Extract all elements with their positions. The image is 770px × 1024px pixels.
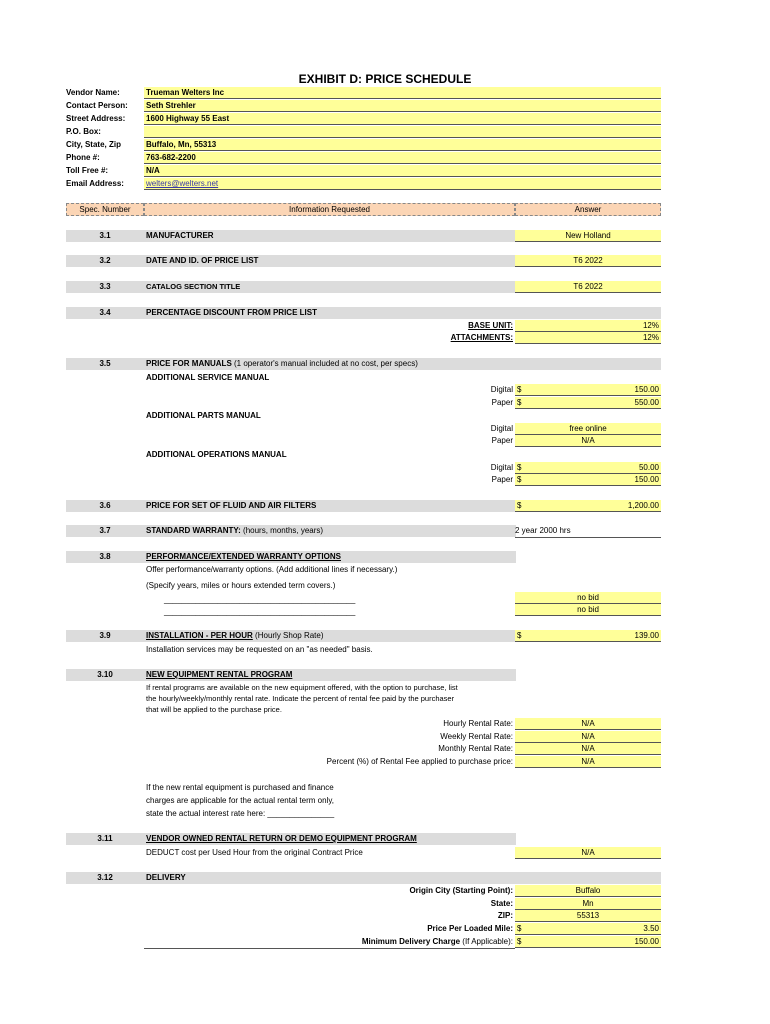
vendor-name-label: Vendor Name: — [66, 88, 120, 97]
state-label: State: — [490, 899, 513, 908]
street-address-field[interactable]: 1600 Highway 55 East — [144, 113, 661, 125]
warranty-label: STANDARD WARRANTY: — [146, 526, 241, 535]
price-per-mile-label: Price Per Loaded Mile: — [427, 924, 513, 933]
weekly-rate-answer[interactable]: N/A — [515, 731, 661, 743]
city-state-zip-field[interactable]: Buffalo, Mn, 55313 — [144, 139, 661, 151]
min-delivery-heading — [240, 936, 513, 948]
manufacturer-label: MANUFACTURER — [146, 231, 214, 240]
installation-note: (Hourly Shop Rate) — [255, 631, 324, 640]
spec-number: 3.3 — [99, 282, 111, 291]
email-link[interactable]: welters@welters.net — [146, 179, 219, 188]
price-list-label: DATE AND ID. OF PRICE LIST — [146, 256, 259, 265]
installation-label: INSTALLATION - PER HOUR — [146, 631, 253, 640]
extended-warranty-label: PERFORMANCE/EXTENDED WARRANTY OPTIONS — [146, 552, 341, 561]
po-box-field[interactable] — [144, 126, 661, 138]
origin-city-answer[interactable]: Buffalo — [515, 885, 661, 897]
warranty-heading — [146, 525, 323, 537]
spec-number-header: Spec. Number — [66, 203, 144, 216]
information-requested-header: Information Requested — [144, 203, 515, 216]
toll-free-field[interactable]: N/A — [144, 165, 661, 177]
warranty-option-answer[interactable]: no bid — [515, 592, 661, 604]
warranty-options-text: Offer performance/warranty options. (Add additional lines if necessary.) — [146, 565, 398, 574]
zip-label: ZIP: — [497, 911, 513, 920]
amount: 3.50 — [643, 924, 659, 933]
contact-person-field[interactable]: Seth Strehler — [144, 100, 661, 112]
amount: 150.00 — [634, 385, 659, 394]
service-digital-price[interactable] — [515, 384, 661, 396]
amount: 139.00 — [634, 631, 659, 640]
price-list-answer[interactable]: T6 2022 — [515, 255, 661, 267]
parts-manual-label: ADDITIONAL PARTS MANUAL — [146, 411, 261, 420]
city-state-zip-label: City, State, Zip — [66, 140, 121, 149]
manufacturer-answer[interactable]: New Holland — [515, 230, 661, 242]
bottom-rule — [144, 948, 515, 949]
discount-label: PERCENTAGE DISCOUNT FROM PRICE LIST — [146, 308, 317, 317]
answer-header: Answer — [515, 203, 661, 216]
attachments-label: ATTACHMENTS: — [450, 333, 513, 342]
manuals-label: PRICE FOR MANUALS — [146, 359, 232, 368]
warranty-note: (hours, months, years) — [243, 526, 324, 535]
percent-applied-answer[interactable]: N/A — [515, 756, 661, 768]
catalog-section-label: CATALOG SECTION TITLE — [146, 282, 241, 291]
currency-symbol: $ — [517, 501, 522, 510]
rental-program-text: If rental programs are available on the new equipment offered, with the option to purchase, list — [146, 683, 458, 692]
spec-number: 3.4 — [99, 308, 111, 317]
currency-symbol: $ — [517, 385, 522, 394]
demo-program-text: DEDUCT cost per Used Hour from the original Contract Price — [146, 848, 363, 857]
ops-paper-label: Paper — [491, 475, 513, 484]
delivery-label: DELIVERY — [146, 873, 186, 882]
base-unit-label: BASE UNIT: — [468, 321, 513, 330]
price-per-mile-answer[interactable] — [515, 923, 661, 935]
vendor-name-field[interactable]: Trueman Welters Inc — [144, 87, 661, 99]
hourly-rate-label: Hourly Rental Rate: — [443, 719, 513, 728]
parts-digital-price[interactable]: free online — [515, 423, 661, 435]
service-paper-label: Paper — [491, 398, 513, 407]
demo-program-answer[interactable]: N/A — [515, 847, 661, 859]
parts-digital-label: Digital — [490, 424, 513, 433]
parts-paper-price[interactable]: N/A — [515, 435, 661, 447]
spec-number: 3.12 — [97, 873, 113, 882]
contact-person-label: Contact Person: — [66, 101, 128, 110]
spec-number: 3.2 — [99, 256, 111, 265]
rental-program-text: that will be applied to the purchase price. — [146, 705, 282, 714]
warranty-term-text: (Specify years, miles or hours extended term covers.) — [146, 581, 336, 590]
amount: 150.00 — [634, 475, 659, 484]
warranty-blank-line[interactable]: ___________________________________________ — [164, 607, 356, 616]
phone-label: Phone #: — [66, 153, 100, 162]
spec-number: 3.6 — [99, 501, 111, 510]
monthly-rate-label: Monthly Rental Rate: — [438, 744, 513, 753]
base-unit-discount[interactable]: 12% — [515, 320, 661, 332]
warranty-answer[interactable]: 2 year 2000 hrs — [515, 525, 661, 538]
currency-symbol: $ — [517, 475, 522, 484]
installation-heading — [146, 630, 324, 642]
operations-manual-label: ADDITIONAL OPERATIONS MANUAL — [146, 450, 287, 459]
amount: 1,200.00 — [627, 501, 659, 510]
zip-answer[interactable]: 55313 — [515, 910, 661, 922]
service-digital-label: Digital — [490, 385, 513, 394]
ops-paper-price[interactable] — [515, 474, 661, 486]
monthly-rate-answer[interactable]: N/A — [515, 743, 661, 755]
spec-number: 3.7 — [99, 526, 111, 535]
hourly-rate-answer[interactable]: N/A — [515, 718, 661, 730]
rental-program-text: the hourly/weekly/monthly rental rate. Indicate the percent of rental fee paid by the purchaser — [146, 694, 455, 703]
email-label: Email Address: — [66, 179, 124, 188]
ops-digital-label: Digital — [490, 463, 513, 472]
min-delivery-answer[interactable] — [515, 936, 661, 948]
interest-rate-field[interactable]: state the actual interest rate here: _______________ — [146, 809, 335, 818]
service-manual-label: ADDITIONAL SERVICE MANUAL — [146, 373, 270, 382]
amount: 150.00 — [634, 937, 659, 946]
currency-symbol: $ — [517, 631, 522, 640]
spec-number: 3.5 — [99, 359, 111, 368]
service-paper-price[interactable] — [515, 397, 661, 409]
origin-city-label: Origin City (Starting Point): — [409, 886, 513, 895]
amount: 50.00 — [638, 463, 659, 472]
warranty-blank-line[interactable]: ___________________________________________ — [164, 595, 356, 604]
phone-field[interactable]: 763-682-2200 — [144, 152, 661, 164]
street-address-label: Street Address: — [66, 114, 126, 123]
state-answer[interactable]: Mn — [515, 898, 661, 910]
currency-symbol: $ — [517, 937, 522, 946]
catalog-section-answer[interactable]: T6 2022 — [515, 281, 661, 293]
filters-price[interactable] — [515, 500, 661, 512]
warranty-option-answer[interactable]: no bid — [515, 604, 661, 616]
min-delivery-note: (If Applicable): — [462, 937, 513, 946]
currency-symbol: $ — [517, 463, 522, 472]
toll-free-label: Toll Free #: — [66, 166, 109, 175]
finance-text: If the new rental equipment is purchased and finance — [146, 783, 334, 792]
manuals-heading — [146, 358, 418, 370]
manuals-note: (1 operator's manual included at no cost, per specs) — [234, 359, 418, 368]
spec-number: 3.8 — [99, 552, 111, 561]
spec-number: 3.10 — [97, 670, 113, 679]
spec-number: 3.9 — [99, 631, 111, 640]
currency-symbol: $ — [517, 398, 522, 407]
page-title: EXHIBIT D: PRICE SCHEDULE — [298, 72, 472, 86]
parts-paper-label: Paper — [491, 436, 513, 445]
installation-text: Installation services may be requested on an "as needed" basis. — [146, 645, 373, 654]
po-box-label: P.O. Box: — [66, 127, 101, 136]
spec-number: 3.1 — [99, 231, 111, 240]
ops-digital-price[interactable] — [515, 462, 661, 474]
demo-program-label: VENDOR OWNED RENTAL RETURN OR DEMO EQUIPMENT PROGRAM — [146, 834, 417, 843]
rental-program-label: NEW EQUIPMENT RENTAL PROGRAM — [146, 670, 293, 679]
percent-applied-label: Percent (%) of Rental Fee applied to purchase price: — [326, 757, 513, 766]
email-field[interactable] — [144, 178, 661, 190]
currency-symbol: $ — [517, 924, 522, 933]
weekly-rate-label: Weekly Rental Rate: — [440, 732, 513, 741]
installation-rate[interactable] — [515, 630, 661, 642]
attachments-discount[interactable]: 12% — [515, 332, 661, 344]
min-delivery-label: Minimum Delivery Charge — [361, 937, 461, 946]
amount: 550.00 — [634, 398, 659, 407]
filters-label: PRICE FOR SET OF FLUID AND AIR FILTERS — [146, 501, 317, 510]
spec-number: 3.11 — [97, 834, 113, 843]
finance-text: charges are applicable for the actual rental term only, — [146, 796, 334, 805]
